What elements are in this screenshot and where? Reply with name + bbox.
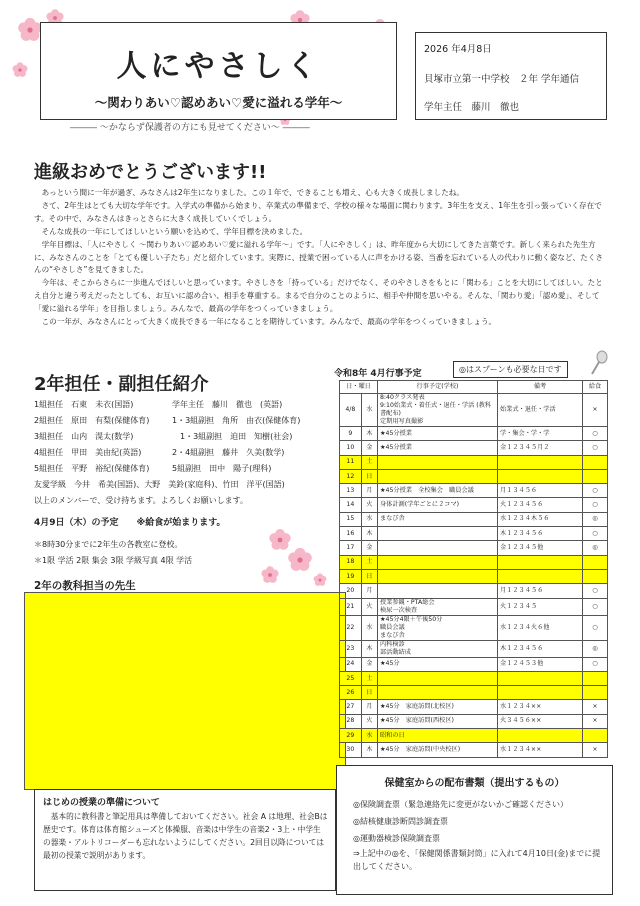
schedule-event	[378, 541, 498, 555]
schedule-day: 4/8	[340, 394, 362, 427]
schedule-note: 火１２３４５６	[498, 498, 583, 512]
schedule-lunch: ○	[583, 598, 608, 615]
staff-row	[34, 429, 334, 445]
schedule-day: 16	[340, 527, 362, 541]
schedule-weekday: 土	[361, 455, 377, 469]
greeting-paragraph: この一年が、みなさんにとって大きく成長できる一年になることを期待しています。みんなで、最高の学年をつくっていきましょう。	[34, 317, 497, 327]
apr9-line: ＊1限 学活 2限 集会 3限 学級写真 4限 学活	[34, 556, 193, 565]
staff-row	[34, 413, 334, 429]
greeting-paragraph: あっという間に一年が過ぎ、みなさんは2年生になりました。この１年で、できることも増え、心も大きく成長しましたね。	[34, 188, 464, 197]
schedule-row	[340, 686, 608, 700]
schedule-weekday: 日	[361, 469, 377, 483]
title-box	[40, 22, 397, 120]
schedule-lunch	[583, 455, 608, 469]
schedule-lunch	[583, 469, 608, 483]
staff-entry: 2・4組副担 藤井 久美(数学)	[172, 448, 285, 457]
schedule-lunch	[583, 686, 608, 700]
schedule-event: ★45分授業	[378, 441, 498, 455]
schedule-day: 28	[340, 714, 362, 728]
schedule-row	[340, 729, 608, 743]
schedule-note: 金１２３４５月２	[498, 441, 583, 455]
schedule-event: ★45分授業	[378, 427, 498, 441]
schedule-note	[498, 469, 583, 483]
schedule-row	[340, 527, 608, 541]
schedule-weekday: 木	[361, 743, 377, 757]
schedule-row	[340, 441, 608, 455]
schedule-event: ★45分	[378, 657, 498, 671]
staff-entry: 学年主任 藤川 徹也 (英語)	[172, 400, 283, 409]
schedule-weekday: 月	[361, 700, 377, 714]
schedule-lunch	[583, 671, 608, 685]
schedule-day: 25	[340, 671, 362, 685]
schedule-event: 昭和の日	[378, 729, 498, 743]
schedule-row	[340, 743, 608, 757]
schedule-weekday: 土	[361, 555, 377, 569]
newsletter-subtitle: ～関わりあい♡認めあい♡愛に溢れる学年～	[94, 95, 343, 110]
schedule-day: 10	[340, 441, 362, 455]
column-header: 行事予定(学校)	[378, 381, 498, 394]
schedule-event: ★45分 家庭訪問(北校区)	[378, 700, 498, 714]
schedule-note: 金１２３４５他	[498, 541, 583, 555]
health-room-list	[353, 796, 608, 873]
schedule-lunch: ○	[583, 527, 608, 541]
schedule-lunch: ○	[583, 584, 608, 598]
schedule-note: 木１２３４５６	[498, 640, 583, 657]
schedule-row	[340, 484, 608, 498]
schedule-row	[340, 427, 608, 441]
schedule-note: 月１３４５６	[498, 484, 583, 498]
schedule-event	[378, 527, 498, 541]
schedule-day: 11	[340, 455, 362, 469]
schedule-row	[340, 469, 608, 483]
schedule-event: まなび舎	[378, 512, 498, 526]
schedule-event: 8:40クラス発表 9:10始業式・着任式・退任・学活 (教科書配布) 定期用写真撮影	[378, 394, 498, 427]
schedule-day: 9	[340, 427, 362, 441]
author: 学年主任 藤川 徹也	[424, 102, 520, 113]
schedule-lunch: ○	[583, 657, 608, 671]
schedule-lunch: ◎	[583, 640, 608, 657]
schedule-lunch: ×	[583, 394, 608, 427]
apr9-line: ＊8時30分までに2年生の各教室に登校。	[34, 540, 183, 549]
schedule-row	[340, 394, 608, 427]
schedule-note	[498, 729, 583, 743]
schedule-weekday: 火	[361, 598, 377, 615]
issue-info-box	[415, 32, 607, 120]
column-header: 日・曜日	[340, 381, 378, 394]
staff-entry: 1・3組副担 迫田 知樹(社会)	[172, 432, 293, 441]
greeting-paragraph: そんな成長の一年にしてほしいという願いを込めて、学年目標を決めました。	[34, 226, 308, 236]
schedule-row	[340, 569, 608, 583]
schedule-note: 木１２３４５６	[498, 527, 583, 541]
greeting-body	[34, 187, 609, 329]
schedule-event	[378, 584, 498, 598]
schedule-event: ★45分 家庭訪問(中央校区)	[378, 743, 498, 757]
schedule-row	[340, 555, 608, 569]
schedule-event: ★45分4限＋午後50分 職員会議 まなび舎	[378, 615, 498, 640]
schedule-lunch: ◎	[583, 541, 608, 555]
schedule-lunch: ×	[583, 743, 608, 757]
staff-row	[34, 461, 334, 477]
schedule-lunch: ○	[583, 441, 608, 455]
schedule-row	[340, 541, 608, 555]
schedule-weekday: 金	[361, 657, 377, 671]
staff-entry: 1組担任 石東 未衣(国語)	[34, 400, 134, 409]
schedule-weekday: 火	[361, 714, 377, 728]
greeting-paragraph: 学年目標は、「人にやさしく ～関わりあい♡認めあい♡愛に溢れる学年～」です。「人にやさしく」は、昨年度から大切にしてきた言葉です。新しく来られた先生方に、みなさんのことを「とても優しい子たち」だと紹介しています。実際に、授業で困っている人に声をかける姿、当番を忘れている人の代わりに動く姿など、たくさんの“やさしさ”を見てきました。	[34, 239, 603, 275]
health-doc-deadline: ⇒上記中の◎を、「保健関係書類封筒」に入れて4月10日(金)までに提出してください。	[353, 849, 601, 871]
schedule-day: 19	[340, 569, 362, 583]
greeting-heading: 進級おめでとうございます!!	[34, 162, 267, 183]
schedule-weekday: 日	[361, 686, 377, 700]
schedule-row	[340, 598, 608, 615]
schedule-event: ★45分授業 全校集会 職員会議	[378, 484, 498, 498]
schedule-event: 内科検診 部活動結成	[378, 640, 498, 657]
staff-row	[34, 445, 334, 461]
staff-heading: 2年担任・副担任紹介	[34, 374, 209, 395]
health-room-title: 保健室からの配布書類（提出するもの）	[384, 778, 565, 789]
apr9-body	[34, 537, 334, 569]
schedule-row	[340, 671, 608, 685]
greeting-paragraph: さて、2年生はとても大切な学年です。入学式の準備から始まり、卒業式の準備まで、学校の様々な場面に関わります。3年生を支え、1年生を引っ張っていく存在です。その中で、みなさんはきっとさらに大きく成長していくでしょう。	[34, 200, 602, 223]
schedule-lunch: ○	[583, 484, 608, 498]
schedule-note	[498, 686, 583, 700]
schedule-weekday: 火	[361, 498, 377, 512]
column-header: 備考	[498, 381, 583, 394]
schedule-day: 24	[340, 657, 362, 671]
schedule-day: 18	[340, 555, 362, 569]
staff-entry: 1・3組副担 角所 由衣(保健体育)	[172, 416, 301, 425]
column-header: 給食	[583, 381, 608, 394]
schedule-weekday: 木	[361, 427, 377, 441]
schedule-weekday: 木	[361, 527, 377, 541]
schedule-row	[340, 714, 608, 728]
class-prep-body: 基本的に教科書と筆記用具は準備しておいてください。社会 A は地理、社会Bは歴史です。体育は体育館シューズと体操服、音楽は中学生の音楽2・3上・中学生の器楽・アルトリコーダーも忘れないようにしてください。2回目以降については最初の授業で説明があります。	[43, 812, 328, 860]
staff-list	[34, 397, 334, 509]
schedule-day: 14	[340, 498, 362, 512]
schedule-note	[498, 455, 583, 469]
schedule-day: 15	[340, 512, 362, 526]
class-prep-box	[34, 789, 336, 891]
schedule-note: 始業式・退任・学活	[498, 394, 583, 427]
staff-entry: 2組担任 原田 有梨(保健体育)	[34, 416, 150, 425]
schedule-weekday: 木	[361, 640, 377, 657]
schedule-row	[340, 455, 608, 469]
staff-entry: 5組副担 田中 陽子(理科)	[172, 464, 272, 473]
schedule-day: 27	[340, 700, 362, 714]
schedule-note	[498, 555, 583, 569]
newsletter-title: 人にやさしく	[116, 49, 321, 84]
schedule-note: 学・集会・学・学	[498, 427, 583, 441]
issue-date: 2026 年4月8日	[424, 44, 492, 55]
schedule-weekday: 金	[361, 541, 377, 555]
schedule-lunch	[583, 729, 608, 743]
tagline: ――― ～かならず保護者の方にも見せてください～ ―――	[70, 123, 310, 133]
schedule-day: 17	[340, 541, 362, 555]
schedule-note: 金１２４５３他	[498, 657, 583, 671]
schedule-table	[339, 380, 608, 758]
schedule-event	[378, 569, 498, 583]
schedule-event	[378, 455, 498, 469]
schedule-weekday: 水	[361, 512, 377, 526]
schedule-day: 13	[340, 484, 362, 498]
schedule-weekday: 月	[361, 584, 377, 598]
schedule-day: 29	[340, 729, 362, 743]
subject-teachers-heading: 2年の教科担当の先生	[34, 580, 136, 592]
schedule-lunch: ○	[583, 615, 608, 640]
schedule-lunch: ○	[583, 427, 608, 441]
schedule-title: 令和8年 4月行事予定	[334, 369, 422, 379]
schedule-day: 23	[340, 640, 362, 657]
subject-teachers-placeholder	[24, 592, 346, 790]
schedule-note	[498, 569, 583, 583]
schedule-event	[378, 686, 498, 700]
schedule-weekday: 日	[361, 569, 377, 583]
schedule-lunch: ×	[583, 700, 608, 714]
schedule-row	[340, 512, 608, 526]
schedule-event	[378, 555, 498, 569]
staff-entry: 4組担任 甲田 美由紀(英語)	[34, 448, 142, 457]
schedule-day: 26	[340, 686, 362, 700]
schedule-note: 火１２３４５	[498, 598, 583, 615]
schedule-row	[340, 615, 608, 640]
schedule-lunch: ◎	[583, 512, 608, 526]
schedule-note: 水１２３４火６他	[498, 615, 583, 640]
schedule-lunch: ○	[583, 498, 608, 512]
schedule-weekday: 水	[361, 394, 377, 427]
schedule-row	[340, 498, 608, 512]
schedule-weekday: 金	[361, 441, 377, 455]
schedule-weekday: 水	[361, 729, 377, 743]
health-room-box	[336, 765, 613, 895]
schedule-row	[340, 640, 608, 657]
staff-entry: 3組担任 山内 滉太(数学)	[34, 432, 134, 441]
staff-entry: 5組担任 平野 裕紀(保健体育)	[34, 464, 150, 473]
schedule-day: 30	[340, 743, 362, 757]
schedule-event: 授業参観・PTA総会 検尿一次検査	[378, 598, 498, 615]
schedule-event: 身体計測(学年ごとに２コマ)	[378, 498, 498, 512]
schedule-lunch	[583, 555, 608, 569]
staff-row	[34, 397, 334, 413]
schedule-note: 水１２３４××	[498, 743, 583, 757]
schedule-note: 水１２３４××	[498, 700, 583, 714]
schedule-row	[340, 700, 608, 714]
schedule-lunch	[583, 569, 608, 583]
schedule-event	[378, 671, 498, 685]
health-doc-item: ◎保険調査票（緊急連絡先に変更がないかご確認ください）	[353, 800, 568, 809]
schedule-note	[498, 671, 583, 685]
health-doc-item: ◎運動器検診保険調査票	[353, 834, 440, 843]
health-doc-item: ◎結核健康診断問診調査票	[353, 817, 448, 826]
staff-extra: 友愛学級 今井 希美(国語)、大野 美鈴(家庭科)、竹田 洋平(国語)	[34, 480, 285, 489]
schedule-lunch: ×	[583, 714, 608, 728]
schedule-day: 20	[340, 584, 362, 598]
schedule-day: 22	[340, 615, 362, 640]
spoon-icon	[588, 350, 610, 376]
school-name: 貝塚市立第一中学校 ２年 学年通信	[424, 74, 580, 85]
schedule-day: 12	[340, 469, 362, 483]
schedule-row	[340, 584, 608, 598]
staff-closing: 以上のメンバーで、受け持ちます。よろしくお願いします。	[34, 496, 248, 505]
class-prep-heading: はじめの授業の準備について	[43, 798, 160, 808]
schedule-note: 火３４５６××	[498, 714, 583, 728]
spoon-note: ◎はスプーンも必要な日です	[453, 361, 568, 378]
schedule-weekday: 月	[361, 484, 377, 498]
schedule-day: 21	[340, 598, 362, 615]
schedule-note: 水１２３４木５６	[498, 512, 583, 526]
schedule-header-row	[340, 381, 608, 394]
schedule-event: ★45分 家庭訪問(西校区)	[378, 714, 498, 728]
schedule-row	[340, 657, 608, 671]
greeting-paragraph: 今年は、そこからさらに一歩進んでほしいと思っています。やさしさを「持っている」だけでなく、そのやさしさをもとに「関わる」ことを大切にしてほしい。たとえ自分と違う考えだったとしても、お互いに認め合い、相手を尊重する。まるで自分のことのように、相手や仲間を思いやる。そんな、「関わり愛」「認め愛」、そして「愛に溢れる学年」を目指しましょう。みんなで、最高の学年をつくっていきましょう。	[34, 278, 603, 314]
schedule-weekday: 水	[361, 615, 377, 640]
schedule-event	[378, 469, 498, 483]
apr9-heading: 4月9日（木）の予定 ※給食が始まります。	[34, 518, 226, 528]
schedule-weekday: 土	[361, 671, 377, 685]
schedule-note: 月１２３４５６	[498, 584, 583, 598]
